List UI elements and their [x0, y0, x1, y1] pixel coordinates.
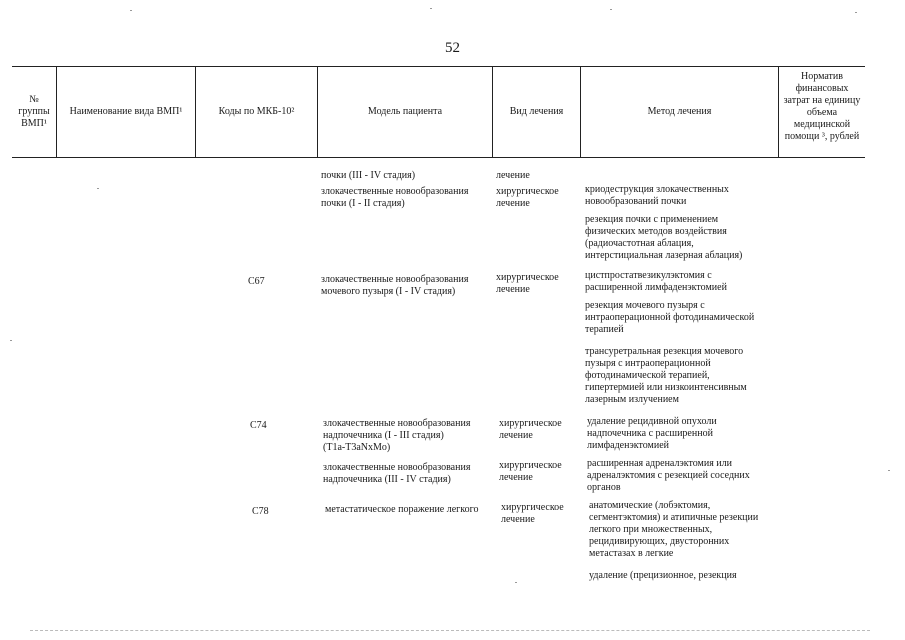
patient-model-line: (T1a-T3aNxMo): [323, 442, 391, 453]
header-bottom-rule: [12, 157, 865, 158]
scan-speck: [515, 582, 517, 583]
treatment-method-line: фотодинамической терапией,: [585, 370, 710, 381]
patient-model-line: злокачественные новообразования: [321, 274, 469, 285]
scan-speck: [855, 12, 857, 13]
patient-model-line: почки (I - II стадия): [321, 198, 405, 209]
treatment-method-line: (радиочастотная аблация,: [585, 238, 694, 249]
scan-speck: [10, 340, 12, 341]
treatment-method-line: цистпростатвезикулэктомия с: [585, 270, 712, 281]
column-header-patient-model: Модель пациента: [367, 106, 443, 117]
treatment-method-line: гипертермией или низкоинтенсивным: [585, 382, 747, 393]
treatment-type-line: лечение: [499, 472, 533, 483]
footer-artifact-line: [30, 630, 870, 632]
treatment-method-line: сегментэктомия) и атипичные резекции: [589, 512, 759, 523]
treatment-method-line: резекция мочевого пузыря с: [585, 300, 705, 311]
column-header-treatment-type: Вид лечения: [509, 106, 564, 117]
treatment-method-line: адреналэктомия с резекцией соседних: [587, 470, 750, 481]
treatment-method-line: резекция почки с применением: [585, 214, 719, 225]
column-header-cost-standard: Норматив финансовых затрат на единицу объема медицинской помощи ³, рублей: [783, 70, 861, 142]
treatment-method-line: новообразований почки: [585, 196, 687, 207]
page-number: 52: [445, 40, 460, 56]
treatment-method-line: интраоперационной фотодинамической: [585, 312, 755, 323]
column-header-group: № группы ВМП¹: [18, 94, 50, 129]
column-header-icd-codes: Коды по МКБ-10²: [218, 106, 295, 117]
scan-speck: [430, 8, 432, 9]
treatment-method-line: криодеструкция злокачественных: [585, 184, 729, 195]
treatment-method-line: интерстициальная лазерная аблация): [585, 250, 743, 261]
scan-speck: [888, 470, 890, 471]
treatment-method-line: расширенной лимфаденэктомией: [585, 282, 727, 293]
column-header-vmp-name: Наименование вида ВМП¹: [69, 106, 183, 117]
icd-code: C78: [252, 506, 269, 517]
treatment-method-line: трансуретральная резекция мочевого: [585, 346, 744, 357]
treatment-type-line: лечение: [501, 514, 535, 525]
treatment-method-line: надпочечника с расширенной: [587, 428, 713, 439]
column-header-treatment-method: Метод лечения: [647, 106, 712, 117]
patient-model-line: злокачественные новообразования: [323, 462, 471, 473]
treatment-type-line: лечение: [496, 170, 530, 181]
patient-model-line: метастатическое поражение легкого: [325, 504, 479, 515]
patient-model-line: надпочечника (I - III стадия): [323, 430, 444, 441]
scan-speck: [130, 10, 132, 11]
treatment-method-line: расширенная адреналэктомия или: [587, 458, 732, 469]
treatment-method-line: легкого при множественных,: [589, 524, 713, 535]
patient-model-line: злокачественные новообразования: [321, 186, 469, 197]
treatment-method-line: пузыря с интраоперационной: [585, 358, 711, 369]
treatment-method-line: анатомические (лобэктомия,: [589, 500, 711, 511]
patient-model-line: злокачественные новообразования: [323, 418, 471, 429]
treatment-method-line: лазерным излучением: [585, 394, 679, 405]
treatment-method-line: лимфаденэктомией: [587, 440, 670, 451]
scan-speck: [610, 9, 612, 10]
treatment-method-line: удаление (прецизионное, резекция: [589, 570, 737, 581]
treatment-method-line: рецидивирующих, двусторонних: [589, 536, 730, 547]
icd-code: C67: [248, 276, 265, 287]
treatment-type-line: хирургическое: [501, 502, 564, 513]
scan-speck: [97, 188, 99, 189]
treatment-method-line: органов: [587, 482, 621, 493]
treatment-method-line: метастазах в легкие: [589, 548, 674, 559]
treatment-method-line: физических методов воздействия: [585, 226, 727, 237]
treatment-type-line: лечение: [496, 284, 530, 295]
treatment-type-line: хирургическое: [496, 186, 559, 197]
treatment-type-line: хирургическое: [499, 460, 562, 471]
treatment-method-line: удаление рецидивной опухоли: [587, 416, 717, 427]
treatment-type-line: хирургическое: [496, 272, 559, 283]
patient-model-line: почки (III - IV стадия): [321, 170, 416, 181]
patient-model-line: надпочечника (III - IV стадия): [323, 474, 451, 485]
treatment-type-line: лечение: [499, 430, 533, 441]
treatment-type-line: хирургическое: [499, 418, 562, 429]
patient-model-line: мочевого пузыря (I - IV стадия): [321, 286, 456, 297]
treatment-method-line: терапией: [585, 324, 624, 335]
treatment-type-line: лечение: [496, 198, 530, 209]
icd-code: C74: [250, 420, 267, 431]
